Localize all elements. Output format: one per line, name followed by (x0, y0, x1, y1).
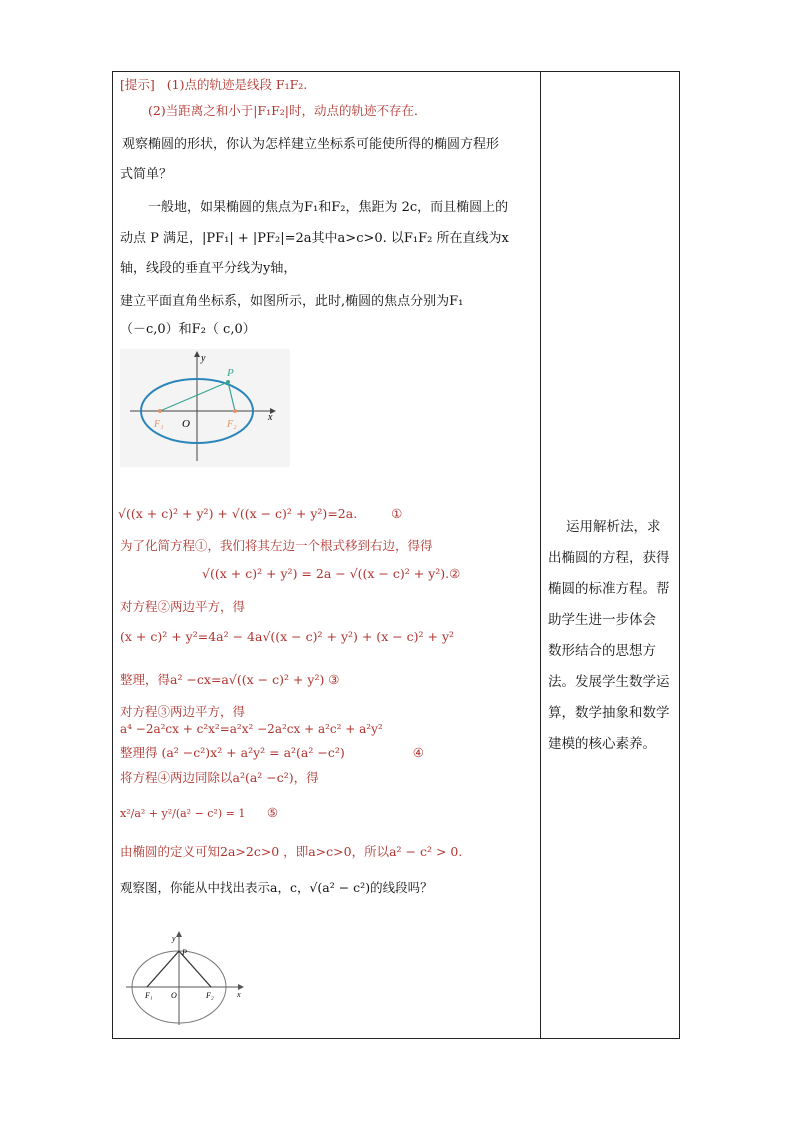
equation-6-number: ⑤ (266, 805, 279, 820)
hint-label: [提示] (120, 77, 155, 92)
equation-4-number: ④ (412, 745, 424, 760)
side-note-line: 建模的核心素养。 (548, 736, 656, 752)
step-7: 由椭圆的定义可知2a>2c>0 ，即a>c>0，所以a² − c² > 0. (120, 844, 463, 859)
equation-2: √((x + c)² + y²) = 2a − √((x − c)² + y²).② (202, 566, 461, 581)
side-note-line: 椭圆的标准方程。帮 (548, 581, 670, 597)
step-5-text: 整理得 (a² −c²)x² + a²y² = a²(a² −c²) (120, 745, 345, 760)
side-note-line: 助学生进一步体会 (548, 612, 656, 628)
paragraph-line-5: （－c,0）和F₂（ c,0） (120, 322, 256, 337)
fig2-label-p: P (182, 948, 187, 957)
paragraph-line-3: 轴，线段的垂直平分线为y轴， (120, 261, 297, 276)
ellipse-figure-2 (120, 925, 256, 1029)
fig1-label-p: P (227, 367, 234, 379)
column-divider (540, 71, 541, 1039)
step-3: 整理，得a² −cx=a√((x − c)² + y²) ③ (120, 672, 340, 687)
paragraph-line-4: 建立平面直角坐标系，如图所示，此时,椭圆的焦点分别为F₁ (120, 294, 464, 309)
step-1: 为了化简方程①，我们将其左边一个根式移到右边，得得 (120, 538, 433, 553)
side-note-line: 算，数学抽象和数学 (548, 705, 670, 721)
step-4: 对方程③两边平方，得 (120, 704, 246, 719)
hint-text-1: (1)点的轨迹是线段 F₁F₂. (166, 77, 308, 92)
step-5 (120, 743, 424, 761)
question-line-1: 观察椭圆的形状，你认为怎样建立坐标系可能使所得的椭圆方程形 (122, 137, 500, 152)
ellipse-figure-1 (120, 349, 290, 467)
fig2-label-x: x (237, 990, 241, 999)
question-2: 观察图，你能从中找出表示a，c，√(a² − c²)的线段吗？ (120, 880, 433, 895)
fig2-label-f2: F₂ (206, 991, 214, 1000)
equation-6 (120, 805, 278, 820)
step-2: 对方程②两边平方，得 (120, 599, 246, 614)
fig2-label-f1: F₁ (145, 991, 153, 1000)
side-note-line: 数形结合的思想方 (548, 643, 656, 659)
equation-1-text: √((x + c)² + y²) + √((x − c)² + y²)=2a. (118, 506, 358, 521)
equation-1 (118, 506, 402, 521)
ellipse-diagram-1 (120, 349, 290, 467)
hint-line-1 (120, 75, 307, 93)
fig2-label-o: O (171, 991, 177, 1000)
fig1-label-o: O (182, 418, 190, 430)
hint-text-2: (2)当距离之和小于|F₁F₂|时，动点的轨迹不存在． (148, 103, 427, 118)
fig1-label-f1: F₁ (154, 419, 164, 430)
side-note-line: 法。发展学生数学运 (548, 674, 670, 690)
side-note-line: 出椭圆的方程，获得 (548, 550, 670, 566)
equation-4: a⁴ −2a²cx + c²x²=a²x² −2a²cx + a²c² + a²y² (120, 722, 383, 736)
step-6: 将方程④两边同除以a²(a² −c²)，得 (120, 770, 319, 785)
question-line-2: 式简单？ (120, 167, 173, 182)
fig2-label-y: y (172, 934, 176, 943)
ellipse-diagram-2 (120, 925, 256, 1029)
paragraph-line-2: 动点 P 满足，|PF₁| + |PF₂|=2a其中a>c>0. 以F₁F₂ 所在直线为x (120, 231, 509, 246)
equation-6-text: x²/a² + y²/(a² − c²) = 1 (120, 807, 246, 820)
equation-3: (x + c)² + y²=4a² − 4a√((x − c)² + y²) + (x − c)² + y² (120, 629, 455, 644)
fig1-label-x: x (268, 412, 273, 423)
fig1-label-f2: F₂ (227, 419, 237, 430)
side-note-line: 运用解析法，求 (566, 519, 661, 535)
equation-1-number: ① (391, 506, 403, 521)
paragraph-line-1: 一般地，如果椭圆的焦点为F₁和F₂，焦距为 2c，而且椭圆上的 (148, 200, 509, 215)
side-note (548, 512, 678, 760)
fig1-label-y: y (201, 353, 206, 364)
